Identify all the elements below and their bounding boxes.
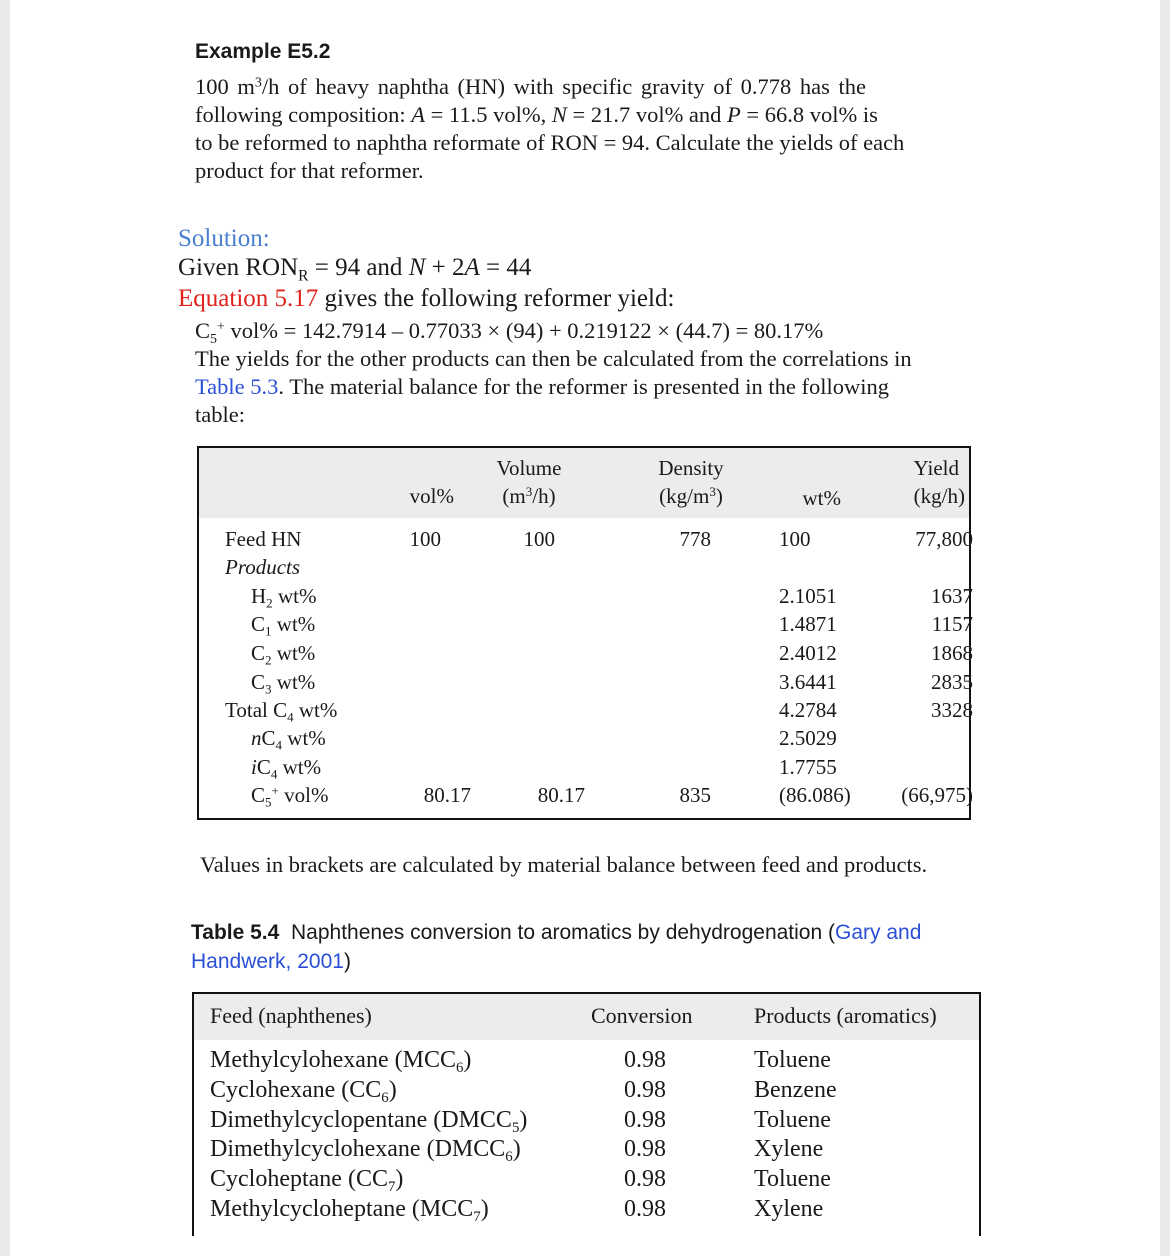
cell-wt: 4.2784: [779, 698, 837, 722]
row-label: Total $C_4$ wt%: [225, 698, 338, 725]
conversion-cell: 0.98: [624, 1136, 666, 1162]
cell-yield: 2835: [931, 670, 973, 694]
conversion-cell: 0.98: [624, 1047, 666, 1073]
header-feed: Feed (naphthenes): [210, 1003, 372, 1028]
product-cell: Xylene: [754, 1136, 824, 1162]
header-vol: vol%: [409, 484, 454, 508]
row-label: $C_1$ wt%: [251, 612, 316, 639]
cell-wt: (86.086): [779, 783, 851, 807]
solution-given: Given $RON_R = 94$ and N + 2A = 44: [178, 254, 532, 285]
feed-cell: Dimethylcyclopentane $(DMCC_5)$: [210, 1107, 528, 1137]
header-wt: wt%: [802, 486, 841, 510]
problem-line-1: 100 $m^3/h$ of heavy naphtha (HN) with specific gravity of 0.778 has the: [195, 74, 866, 99]
cell-yield: (66,975): [901, 783, 973, 807]
cell-yield: 1868: [931, 641, 973, 665]
cell-vol: 80.17: [423, 783, 471, 807]
product-cell: Toluene: [754, 1047, 831, 1073]
solution-formula: $C_5^+$ vol% = 142.7914 – 0.77033 × (94) + 0.219122 × (44.7) = 80.17%: [195, 318, 824, 347]
conversion-cell: 0.98: [624, 1166, 666, 1192]
solution-line-2: The yields for the other products can then be calculated from the correlations in: [195, 346, 912, 371]
equation-link[interactable]: Equation 5.17: [178, 285, 319, 312]
table-note: Values in brackets are calculated by material balance between feed and products.: [200, 852, 928, 877]
citation-link-cont[interactable]: Handwerk, 2001: [191, 950, 344, 973]
row-label-products: Products: [225, 555, 301, 579]
cell-yield: 1157: [931, 612, 973, 636]
row-label: Feed HN: [225, 527, 302, 551]
cell-density: 835: [679, 783, 711, 807]
cell-wt: 100: [779, 527, 811, 551]
row-label: $C_3$ wt%: [251, 670, 316, 697]
feed-cell: Methylcylohexane $(MCC_6)$: [210, 1047, 472, 1077]
feed-cell: Dimethylcyclohexane $(DMCC_6)$: [210, 1136, 521, 1166]
product-cell: Benzene: [754, 1077, 837, 1103]
conversion-cell: 0.98: [624, 1107, 666, 1133]
cell-volume: 100: [523, 527, 555, 551]
conversion-cell: 0.98: [624, 1196, 666, 1222]
row-label: $C_5^+$ vol%: [251, 782, 329, 810]
solution-label: Solution:: [178, 225, 270, 252]
row-label: $H_2$ wt%: [251, 584, 317, 611]
row-label: $nC_4$ wt%: [251, 726, 326, 753]
feed-cell: Cyclohexane $(CC_6)$: [210, 1077, 397, 1107]
feed-cell: Cycloheptane $(CC_7)$: [210, 1166, 404, 1196]
table-5-4-caption-line-1: Table 5.4 Naphthenes conversion to aromatics by dehydrogenation (Gary and: [191, 921, 922, 944]
product-cell: Toluene: [754, 1107, 831, 1133]
cell-wt: 1.4871: [779, 612, 837, 636]
header-conversion: Conversion: [591, 1003, 693, 1028]
row-label: $C_2$ wt%: [251, 641, 316, 668]
header-density-unit: $(kg/m^3)$: [659, 483, 723, 508]
header-volume: Volume: [496, 456, 562, 480]
feed-cell: Methylcycloheptane $(MCC_7)$: [210, 1196, 489, 1226]
row-label: $iC_4$ wt%: [251, 755, 322, 782]
table-5-3-link[interactable]: Table 5.3: [195, 374, 279, 399]
problem-line-4: product for that reformer.: [195, 158, 424, 183]
header-products: Products (aromatics): [754, 1003, 937, 1028]
header-volume-unit: $(m^3/h)$: [502, 483, 556, 508]
example-title: Example E5.2: [195, 40, 331, 63]
table-5-4-caption-line-2: Handwerk, 2001): [191, 950, 351, 973]
product-cell: Toluene: [754, 1166, 831, 1192]
product-cell: Xylene: [754, 1196, 824, 1222]
cell-vol: 100: [409, 527, 441, 551]
cell-density: 778: [679, 527, 711, 551]
cell-yield: 3328: [931, 698, 973, 722]
solution-line-4: table:: [195, 402, 245, 427]
problem-line-2: following composition: A = 11.5 vol%, N = 21.7 vol% and P = 66.8 vol% is: [195, 102, 878, 127]
solution-equation-line: Equation 5.17 gives the following reformer yield:: [178, 285, 675, 312]
header-density: Density: [658, 456, 724, 480]
cell-wt: 2.1051: [779, 584, 837, 608]
material-balance-table: [197, 446, 971, 820]
solution-line-3: Table 5.3. The material balance for the reformer is presented in the following: [195, 374, 890, 399]
problem-line-3: to be reformed to naphtha reformate of RON = 94. Calculate the yields of each: [195, 130, 905, 155]
conversion-cell: 0.98: [624, 1077, 666, 1103]
cell-wt: 2.5029: [779, 726, 837, 750]
cell-volume: 80.17: [537, 783, 585, 807]
cell-wt: 1.7755: [779, 755, 837, 779]
naphthenes-conversion-table: [192, 992, 981, 1236]
header-yield: Yield: [913, 456, 959, 480]
cell-yield: 1637: [931, 584, 973, 608]
citation-link[interactable]: Gary and: [835, 921, 922, 944]
document-page: [10, 0, 1160, 1256]
cell-wt: 2.4012: [779, 641, 837, 665]
cell-yield: 77,800: [915, 527, 973, 551]
header-yield-unit: (kg/h): [913, 484, 965, 508]
cell-wt: 3.6441: [779, 670, 837, 694]
